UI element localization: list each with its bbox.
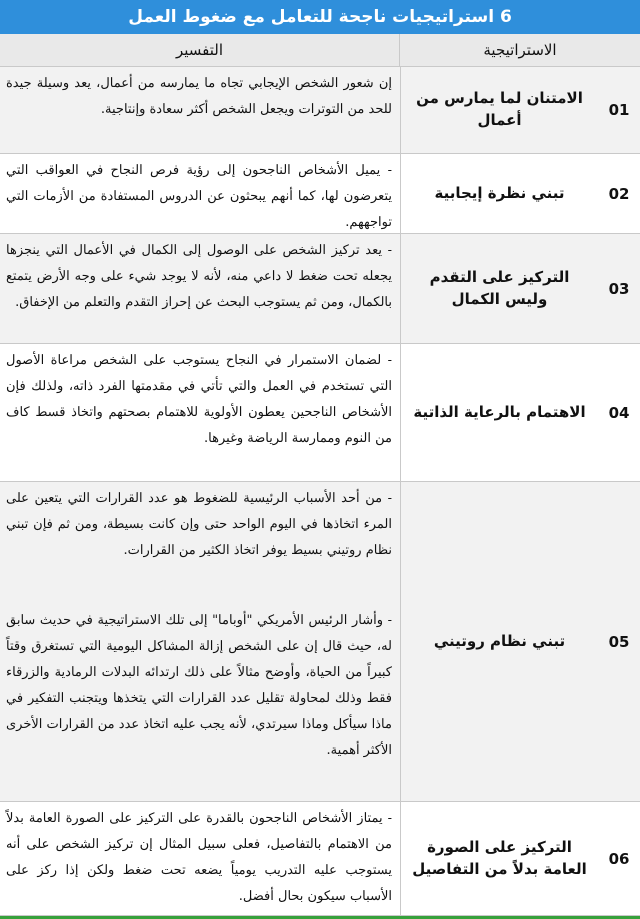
- header-explanation: التفسير: [175, 41, 224, 59]
- row-strategy: تبني نظرة إيجابية: [400, 154, 598, 233]
- row-strategy: الاهتمام بالرعاية الذاتية: [400, 344, 598, 481]
- row-number: 05: [608, 632, 630, 651]
- row-strategy: تبني نظام روتيني: [400, 482, 598, 801]
- explanation-paragraph: - يعد تركيز الشخص على الوصول إلى الكمال في الأعمال التي ينجزها يجعله تحت ضغط لا داعي منه، لأنه لا يوجد شيء على وجه الأرض يتمتع بالكمال، ومن ثم يستوجب البحث عن إحراز التقدم والتعلم من الإخفاق.: [6, 243, 392, 310]
- explanation-paragraph: - لضمان الاستمرار في النجاح يستوجب على الشخص مراعاة الأصول التي تستخدم في العمل والتي تأتي في مقدمتها الفرد ذاته، ولذلك فإن الأشخاص الناجحين يعطون الأولوية للاهتمام بصحتهم واتخاذ قسط كاف من النوم وممارسة الرياضة وغيرها.: [6, 353, 392, 446]
- row-strategy: الامتنان لما يمارس من أعمال: [400, 67, 598, 153]
- explanation-paragraph: - يميل الأشخاص الناجحون إلى رؤية فرص النجاح في العواقب التي يتعرضون لها، كما أنهم يبحثون عن الدروس المستفادة من الأزمات التي تواجههم.: [6, 163, 392, 230]
- table-header-row: [0, 34, 640, 67]
- explanation-paragraph: - من أحد الأسباب الرئيسية للضغوط هو عدد القرارات التي يتعين على المرء اتخاذها في اليوم الواحد حتى وإن كانت بسيطة، ومن ثم فإن تبني نظام روتيني بسيط يوفر اتخاذ الكثير من القرارات.: [6, 491, 392, 558]
- explanation-paragraph: - وأشار الرئيس الأمريكي "أوباما" إلى تلك الاستراتيجية في حديث سابق له، حيث قال إن على الشخص إزالة المشاكل اليومية التي تستغرق وقتاً كبيراً من الحياة، وأوضح مثالاً على ذلك ارتدائه البدلات الرمادية والزرقاء فقط وذلك لمحاولة تقليل عدد القرارات التي يتخذها ويتجنب التفكير في ماذا سيأكل وماذا سيرتدي، لأنه يجب عليه اتخاذ عدد من القرارات الأخرى الأكثر أهمية.: [6, 613, 392, 758]
- table-title: 6 استراتيجيات ناجحة للتعامل مع ضغوط العمل: [0, 0, 640, 34]
- row-explanation: [0, 802, 400, 915]
- header-strategy: الاستراتيجية: [399, 34, 640, 66]
- row-number: 03: [608, 279, 630, 298]
- row-strategy: التركيز على الصورة العامة بدلاً من التفاصيل: [400, 802, 598, 915]
- row-explanation: [0, 344, 400, 481]
- row-number: 04: [608, 403, 630, 422]
- row-explanation: [0, 154, 400, 233]
- explanation-paragraph: إن شعور الشخص الإيجابي تجاه ما يمارسه من أعمال، يعد وسيلة جيدة للحد من التوترات ويجعل الشخص أكثر سعادة وإنتاجية.: [6, 76, 392, 117]
- row-explanation: [0, 482, 400, 801]
- row-number: 06: [608, 849, 630, 868]
- table-row-01: [0, 67, 640, 154]
- table-row-06: [0, 802, 640, 916]
- table-row-02: [0, 154, 640, 234]
- explanation-paragraph: - يمتاز الأشخاص الناجحون بالقدرة على التركيز على الصورة العامة بدلاً من الاهتمام بالتفاصيل، فعلى سبيل المثال إن تركيز الشخص على أنه يستوجب عليه التدريب يومياً يضعه تحت ضغط ولكن إذا ركز على الأسباب سيكون بحال أفضل.: [6, 811, 392, 904]
- row-number: 02: [608, 184, 630, 203]
- table-row-03: [0, 234, 640, 344]
- table-row-04: [0, 344, 640, 482]
- row-strategy: التركيز على التقدم وليس الكمال: [400, 234, 598, 343]
- row-explanation: [0, 234, 400, 343]
- row-explanation: [0, 67, 400, 153]
- row-number: 01: [608, 101, 630, 119]
- table-row-05: [0, 482, 640, 802]
